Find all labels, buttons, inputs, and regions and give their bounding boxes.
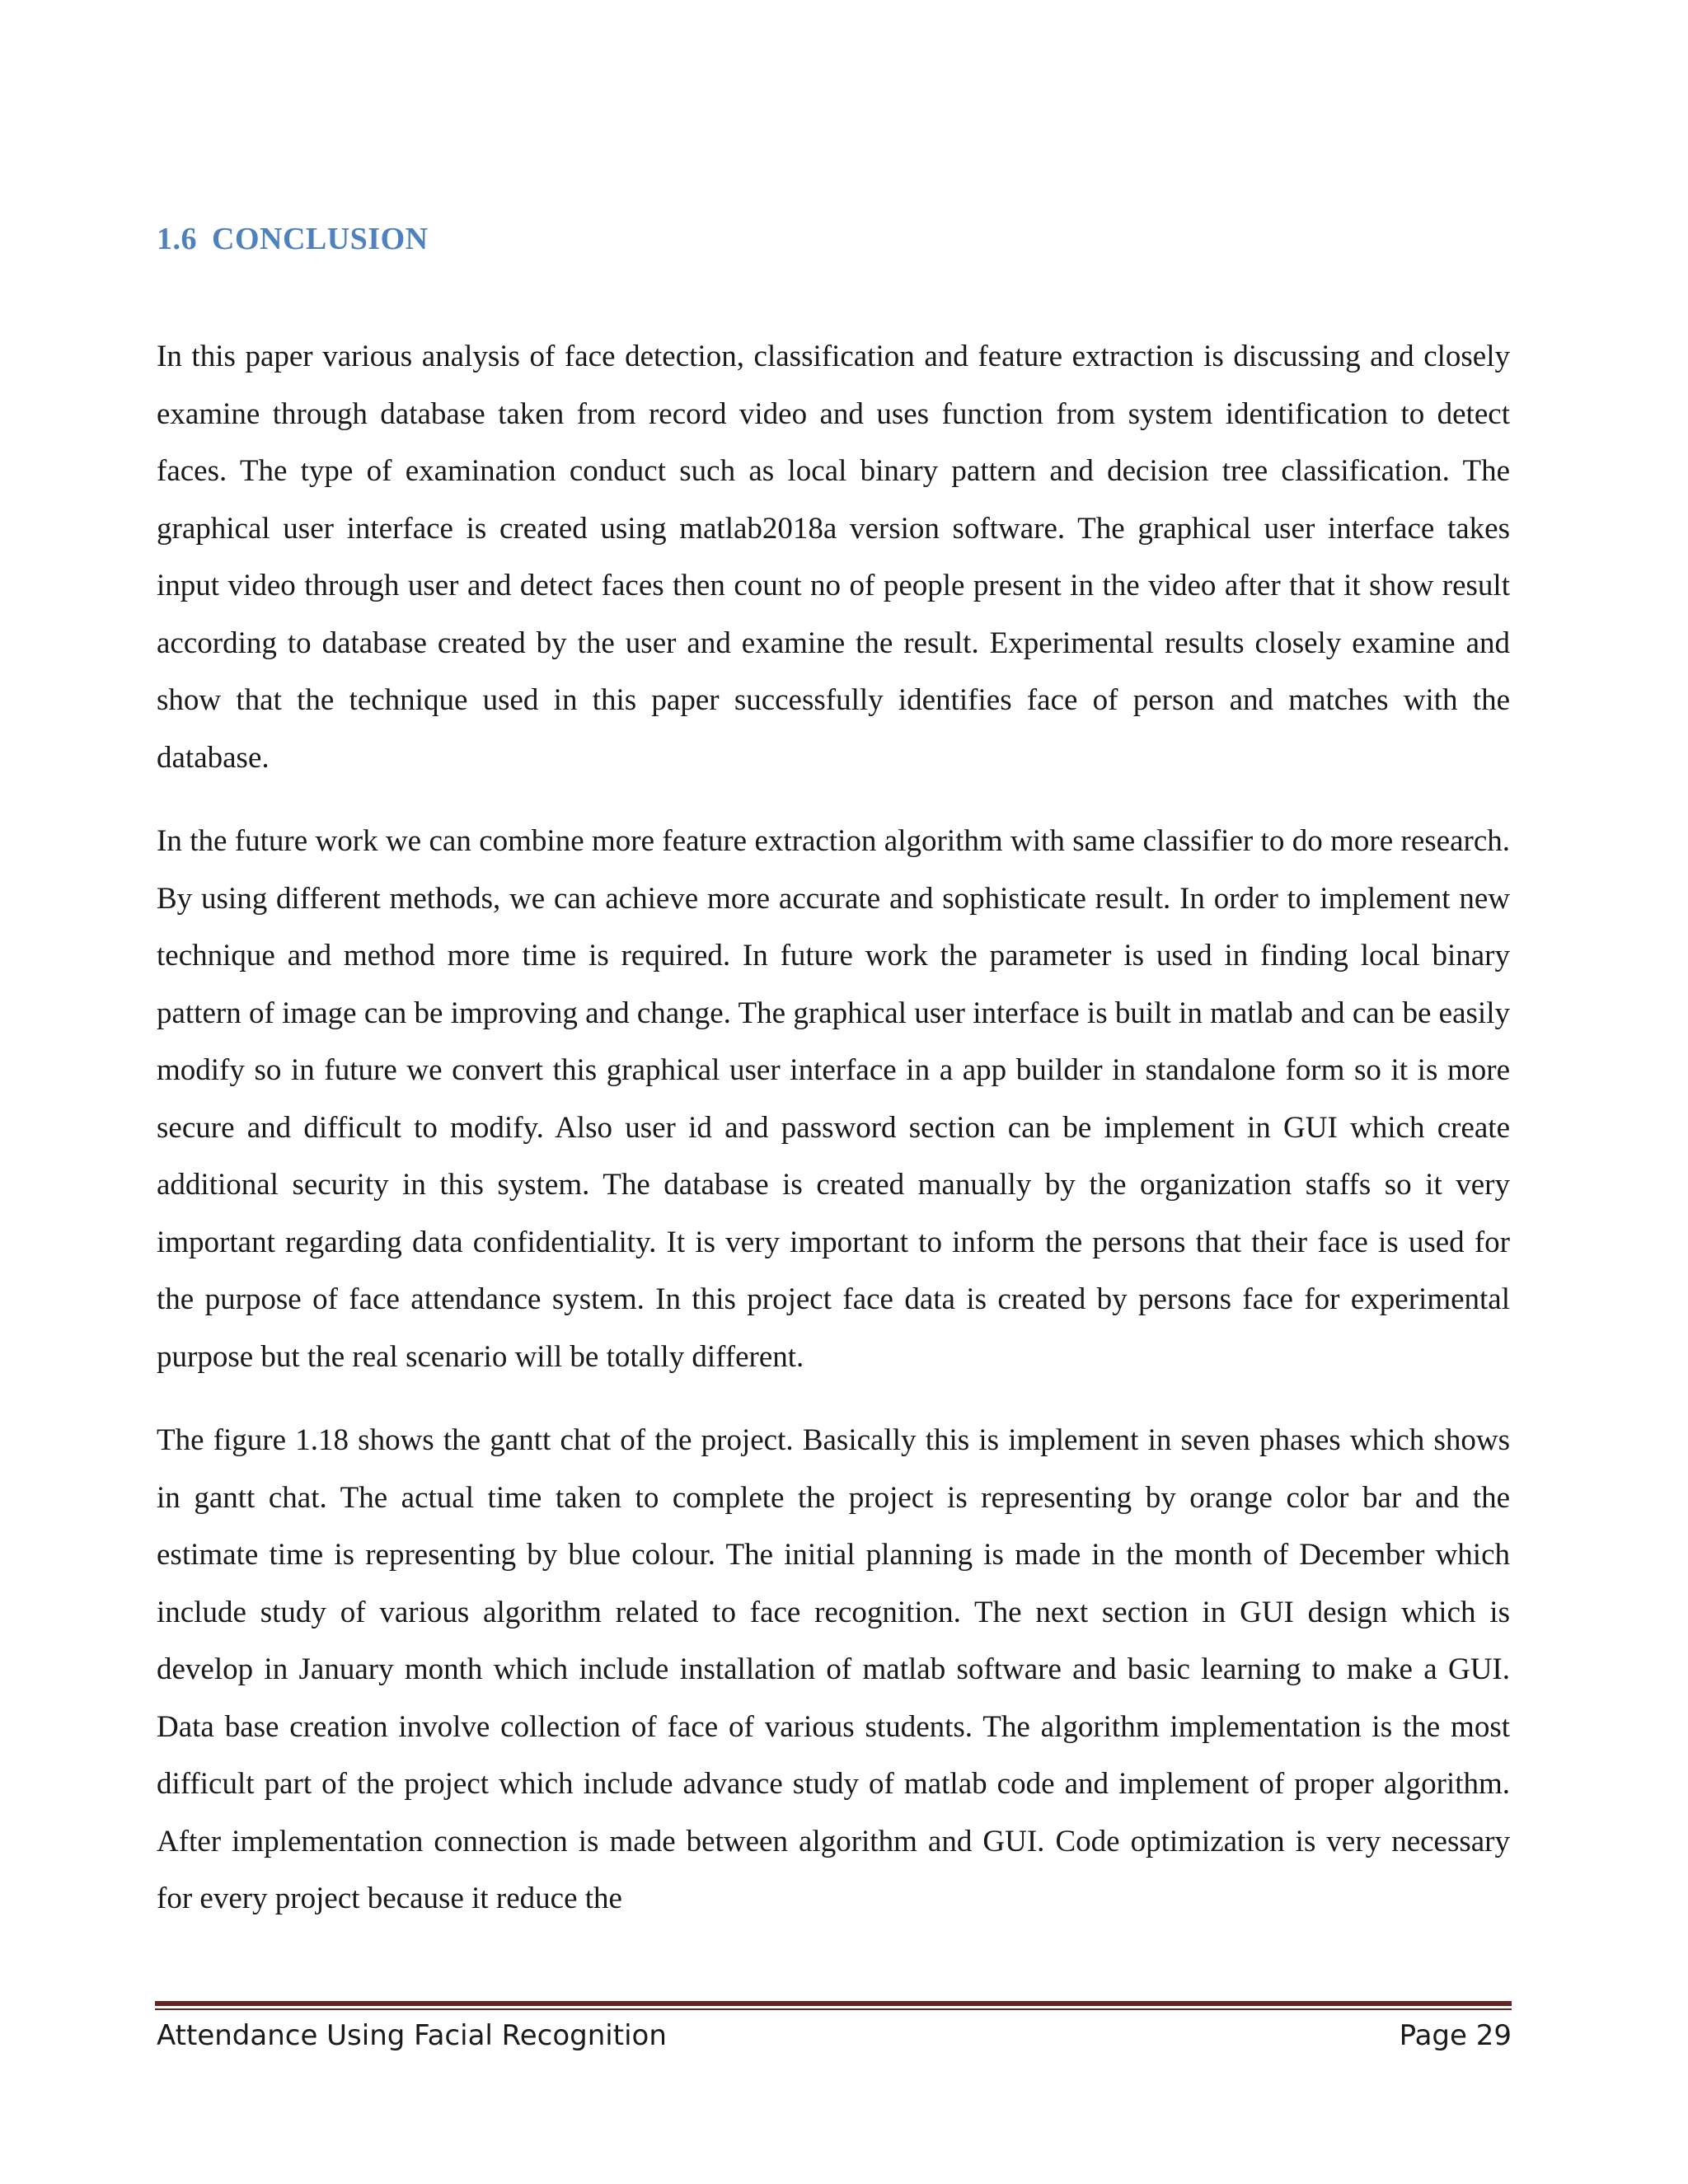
footer-divider-thin <box>155 2008 1512 2010</box>
footer-page-number: Page 29 <box>1399 2019 1512 2052</box>
section-number: 1.6 <box>157 222 197 256</box>
section-heading <box>157 221 429 257</box>
paragraph-1: In this paper various analysis of face detection, classification and feature extraction is discussing and closely examine through database taken from record video and uses function from system identification to detect faces. The type of examination conduct such as local binary pattern and decision tree classification. The graphical user interface is created using matlab2018a version software. The graphical user interface takes input video through user and detect faces then count no of people present in the video after that it show result according to database created by the user and examine the result. Experimental results closely examine and show that the technique used in this paper successfully identifies face of person and matches with the database. <box>157 340 1510 775</box>
footer-divider <box>155 2001 1512 2011</box>
footer-divider-thick <box>155 2001 1512 2006</box>
paragraph-2: In the future work we can combine more feature extraction algorithm with same classifier to do more research. By using different methods, we can achieve more accurate and sophisticate result. In order to implement new technique and method more time is required. In future work the parameter is used in finding local binary pattern of image can be improving and change. The graphical user interface is built in matlab and can be easily modify so in future we convert this graphical user interface in a app builder in standalone form so it is more secure and difficult to modify. Also user id and password section can be implement in GUI which create additional security in this system. The database is created manually by the organization staffs so it very important regarding data confidentiality. It is very important to inform the persons that their face is used for the purpose of face attendance system. In this project face data is created by persons face for experimental purpose but the real scenario will be totally different. <box>157 824 1510 1374</box>
section-title: CONCLUSION <box>212 222 429 256</box>
paragraph-3: The figure 1.18 shows the gantt chat of the project. Basically this is implement in seven phases which shows in gantt chat. The actual time taken to complete the project is representing by orange color bar and the estimate time is representing by blue colour. The initial planning is made in the month of December which include study of various algorithm related to face recognition. The next section in GUI design which is develop in January month which include installation of matlab software and basic learning to make a GUI. Data base creation involve collection of face of various students. The algorithm implementation is the most difficult part of the project which include advance study of matlab code and implement of proper algorithm. After implementation connection is made between algorithm and GUI. Code optimization is very necessary for every project because it reduce the <box>157 1423 1510 1915</box>
footer-document-title: Attendance Using Facial Recognition <box>157 2019 667 2052</box>
body-text <box>157 328 1510 1954</box>
